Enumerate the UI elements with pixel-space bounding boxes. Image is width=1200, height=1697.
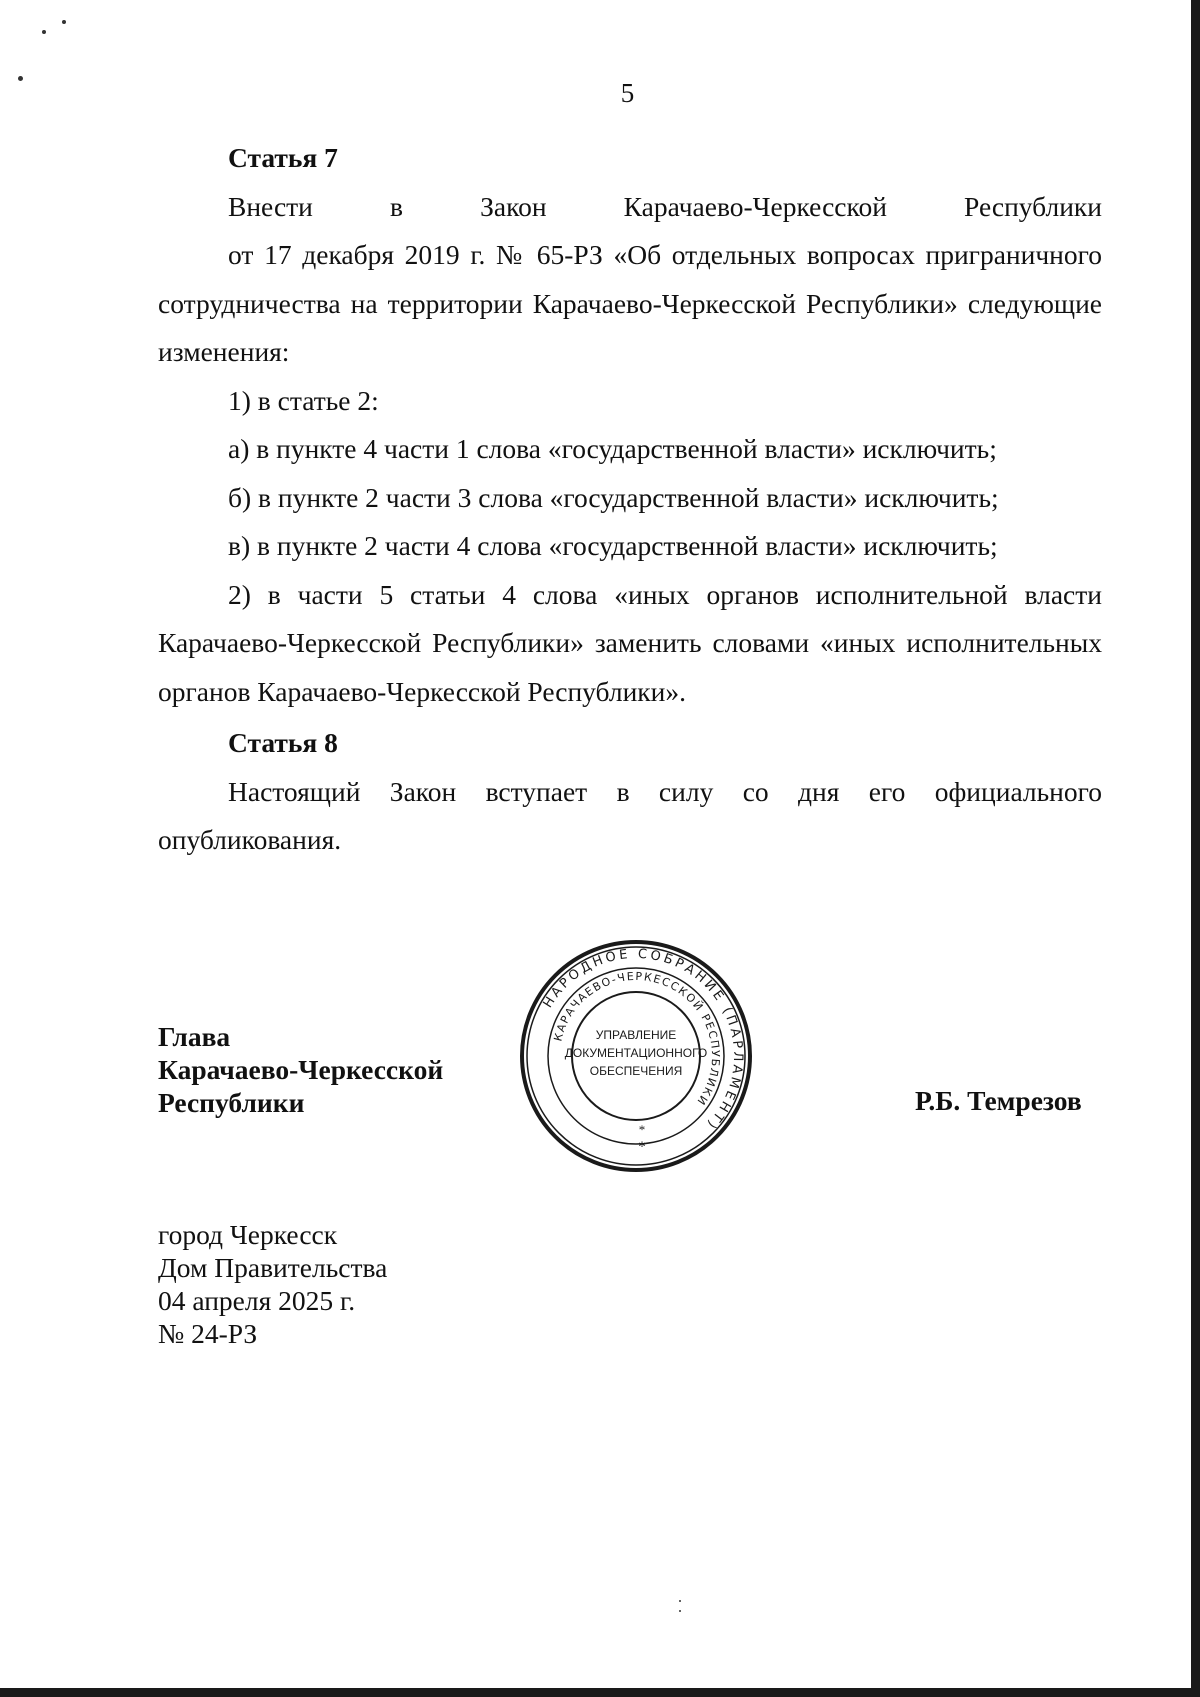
seal-center-line: УПРАВЛЕНИЕ <box>595 1028 677 1042</box>
article-7-item-2: 2) в части 5 статьи 4 слова «иных органов исполнительной власти Карачаево-Черкесской Республики» заменить словами «иных исполнительных органов Карачаево-Черкесской Республики». <box>158 578 1102 707</box>
document-number: № 24-РЗ <box>158 1318 258 1349</box>
article-7 <box>158 134 1102 716</box>
document-date: 04 апреля 2025 г. <box>158 1285 356 1316</box>
seal-middle-text: КАРАЧАЕВО-ЧЕРКЕССКОЙ РЕСПУБЛИКИ <box>551 969 723 1109</box>
place-and-date <box>158 1218 387 1350</box>
article-7-intro <box>158 183 1102 377</box>
seal-center-line: ОБЕСПЕЧЕНИЯ <box>589 1064 683 1078</box>
signatory-title <box>158 1020 443 1119</box>
place-city: город Черкесск <box>158 1219 338 1250</box>
seal-star-icon: * <box>638 1122 646 1137</box>
article-7-item: а) в пункте 4 части 1 слова «государственной власти» исключить; <box>228 433 997 464</box>
scan-speck <box>42 30 46 34</box>
official-seal <box>518 938 754 1174</box>
article-7-item: в) в пункте 2 части 4 слова «государственной власти» исключить; <box>228 530 998 561</box>
scan-speck <box>679 1610 681 1612</box>
seal-star-icon: * <box>638 1139 646 1155</box>
article-7-intro-rest: от 17 декабря 2019 г. № 65-РЗ «Об отдельных вопросах приграничного сотрудничества на территории Карачаево-Черкесской Республики» следующие изменения: <box>158 239 1102 367</box>
article-7-item: б) в пункте 2 части 3 слова «государственной власти» исключить; <box>228 481 999 513</box>
place-building: Дом Правительства <box>158 1252 388 1283</box>
article-8-heading: Статья 8 <box>228 727 338 758</box>
signatory-title-line: Глава <box>158 1021 231 1052</box>
article-7-item: 1) в статье 2: <box>228 384 379 416</box>
article-8 <box>158 727 1102 865</box>
seal-outer-text: НАРОДНОЕ СОБРАНИЕ (ПАРЛАМЕНТ) <box>540 946 746 1134</box>
scan-edge-right <box>1191 0 1200 1697</box>
scan-edge-bottom <box>0 1688 1200 1697</box>
scan-speck <box>62 20 66 24</box>
seal-center-line: ДОКУМЕНТАЦИОННОГО <box>564 1046 708 1060</box>
scan-speck <box>679 1600 681 1602</box>
page-number: 5 <box>620 78 635 108</box>
article-7-heading: Статья 7 <box>228 142 338 173</box>
signatory-name: Р.Б. Темрезов <box>915 1085 1082 1116</box>
signatory-title-line: Карачаево-Черкесской <box>158 1054 444 1085</box>
article-8-text: Настоящий Закон вступает в силу со дня его официального опубликования. <box>158 775 1102 855</box>
signatory-title-line: Республики <box>158 1087 305 1118</box>
article-7-intro-line1: Внести в Закон Карачаево-Черкесской Республики <box>228 190 1102 222</box>
